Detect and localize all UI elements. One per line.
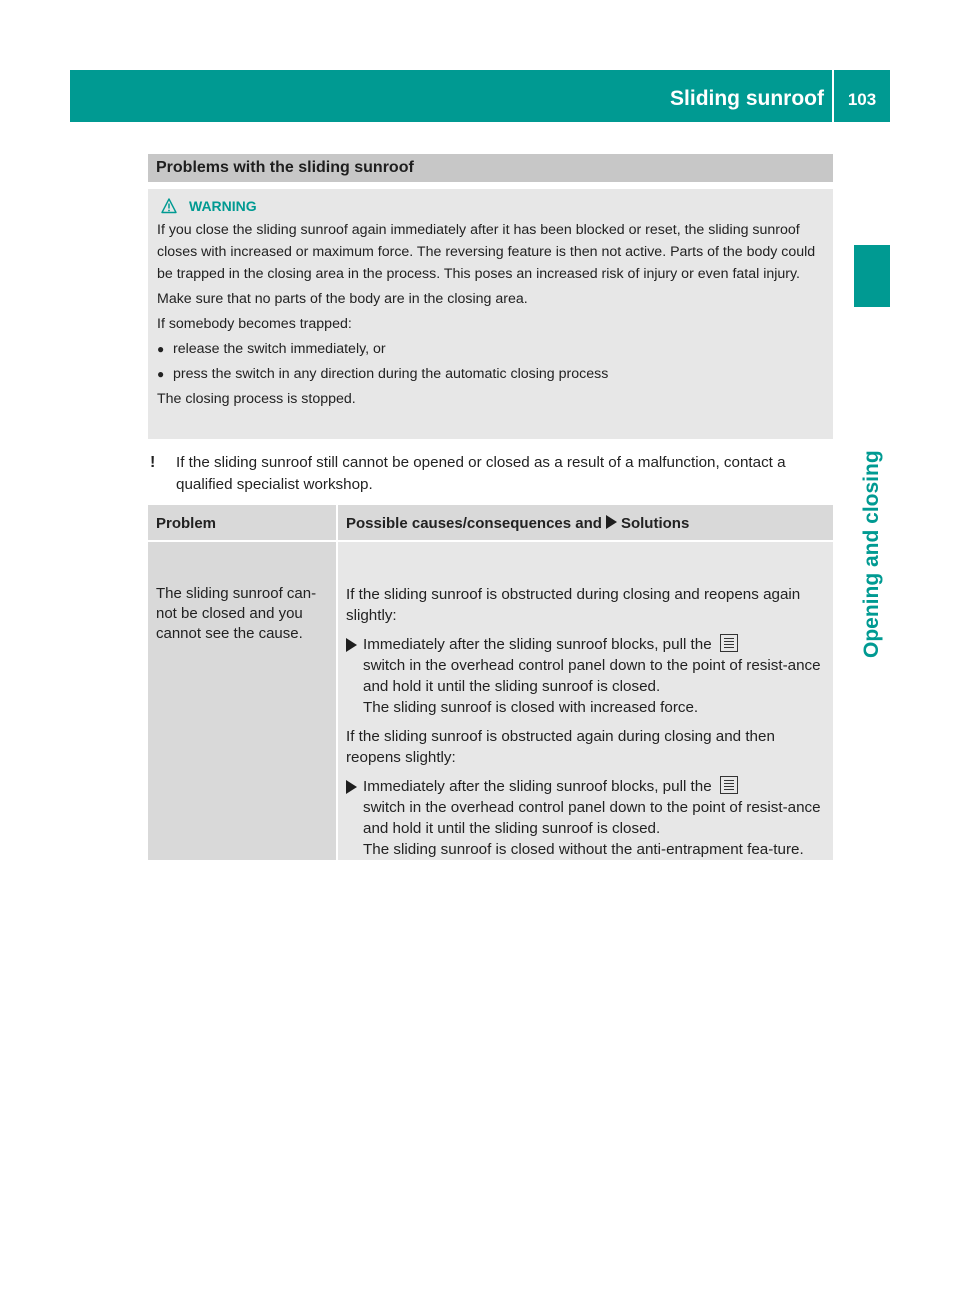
warning-label: WARNING xyxy=(189,198,257,214)
sunroof-switch-icon xyxy=(720,776,738,794)
header-title: Sliding sunroof xyxy=(670,87,824,110)
problems-table xyxy=(148,505,833,860)
table-header-row xyxy=(148,505,833,540)
side-tab-marker xyxy=(854,245,890,307)
step-result: The sliding sunroof is closed with increased force. xyxy=(363,699,699,716)
arrow-right-icon xyxy=(606,515,617,529)
warning-paragraph: Make sure that no parts of the body are in the closing area. xyxy=(157,291,528,307)
cause-text: If the sliding sunroof is obstructed during closing and reopens again slightly: xyxy=(346,586,801,624)
section-heading xyxy=(148,154,833,182)
step-result: The sliding sunroof is closed without the anti-entrapment fea-ture. xyxy=(363,841,804,858)
sunroof-switch-icon xyxy=(720,634,738,652)
list-item xyxy=(157,338,825,360)
step-text: Immediately after the sliding sunroof blocks, pull the xyxy=(363,636,712,653)
step-text: switch in the overhead control panel down to the point of resist-ance and hold it until the sliding sunroof is closed. xyxy=(363,799,821,837)
arrow-right-icon xyxy=(346,638,357,652)
solution-step xyxy=(346,776,825,860)
header-text-solutions: Solutions xyxy=(620,515,690,532)
problem-cell: The sliding sunroof can-not be closed and you cannot see the cause. xyxy=(148,542,336,860)
step-text: Immediately after the sliding sunroof blocks, pull the xyxy=(363,778,712,795)
table-header-problem: Problem xyxy=(156,515,217,532)
bullet-text: release the switch immediately, or xyxy=(173,341,386,357)
solution-step xyxy=(346,634,825,718)
notice-text: If the sliding sunroof still cannot be opened or closed as a result of a malfunction, contact a qualified specialist workshop. xyxy=(176,454,786,493)
step-text: switch in the overhead control panel down to the point of resist-ance and hold it until the sliding sunroof is closed. xyxy=(363,657,821,695)
bullet-icon: ● xyxy=(157,367,165,381)
exclamation-icon: ! xyxy=(150,454,156,471)
table-header-solutions xyxy=(336,505,833,540)
notice xyxy=(148,452,838,496)
warning-box xyxy=(148,189,833,439)
warning-paragraph: The closing process is stopped. xyxy=(157,391,356,407)
bullet-icon: ● xyxy=(157,342,165,356)
page-header xyxy=(70,70,890,122)
header-text-causes: Possible causes/consequences and xyxy=(346,515,602,532)
warning-triangle-icon xyxy=(161,198,177,214)
table-row xyxy=(148,540,833,860)
bullet-text: press the switch in any direction during the automatic closing process xyxy=(173,366,609,382)
warning-header xyxy=(157,195,825,217)
arrow-right-icon xyxy=(346,780,357,794)
page-number: 103 xyxy=(847,90,877,109)
warning-paragraph: If you close the sliding sunroof again immediately after it has been blocked or reset, the sliding sunroof closes with increased or maximum force. The reversing feature is then not active. Parts of the body could be trapped in the closing area in the process. This poses an increased risk of injury or even fatal injury. xyxy=(157,222,816,282)
list-item xyxy=(157,363,825,385)
solution-cell xyxy=(336,542,833,860)
cause-text: If the sliding sunroof is obstructed again during closing and then reopens slightly: xyxy=(346,728,775,766)
side-tab-label: Opening and closing xyxy=(860,450,883,658)
warning-paragraph: If somebody becomes trapped: xyxy=(157,316,352,332)
section-title: Problems with the sliding sunroof xyxy=(156,159,414,176)
